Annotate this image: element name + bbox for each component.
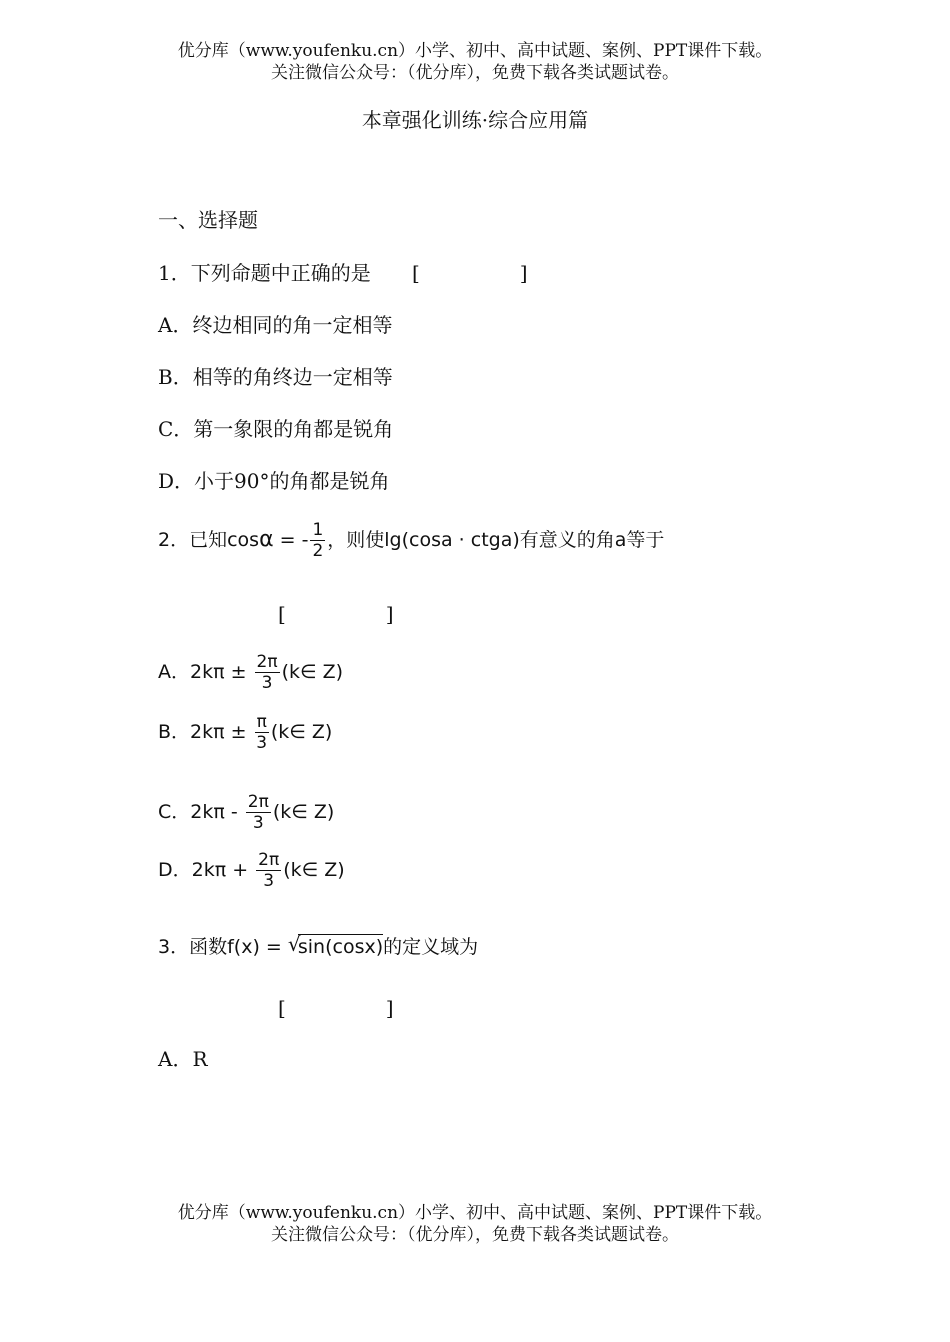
option-text: 终边相同的角一定相等 [192,313,393,337]
fraction-numerator: 1 [312,520,324,540]
fraction-denominator: 3 [252,813,264,833]
option-label: B． [158,365,193,389]
fraction [246,792,271,833]
fraction-numerator: 2π [256,652,278,672]
option-pre: 2kπ ± [190,661,253,683]
option-post: (k∈ Z) [281,661,344,683]
fraction-denominator: 3 [261,673,273,693]
q2-option-b [158,712,332,753]
fraction-numerator: 2π [258,850,280,870]
option-pre: 2kπ + [191,859,255,881]
q2-pre: 已知cos [189,529,260,551]
fraction [310,520,325,561]
alpha-symbol: α [259,527,274,552]
radical-sign: √ [287,932,301,956]
option-label: A． [158,661,190,683]
q1-option-c [158,413,393,442]
fraction [255,712,269,753]
header-line-2: 关注微信公众号：（优分库），免费下载各类试题试卷。 [271,63,679,83]
q3-stem-line [158,932,478,959]
option-label: D． [158,859,192,881]
fraction-denominator: 3 [256,733,268,753]
option-post: (k∈ Z) [283,859,345,881]
option-text: 相等的角终边一定相等 [192,365,393,389]
square-root [288,934,383,958]
fraction-denominator: 3 [263,871,275,891]
q2-number: 2． [158,529,190,551]
q3-pre: 函数f(x) = [189,936,288,958]
q3-option-a [158,1043,208,1072]
footer-line-1: 优分库（www.youfenku.cn）小学、初中、高中试题、案例、PPT课件下载。 [177,1203,773,1223]
header-line-1: 优分库（www.youfenku.cn）小学、初中、高中试题、案例、PPT课件下载。 [177,41,773,61]
q2-option-d [158,850,345,891]
option-post: (k∈ Z) [270,721,333,743]
q1-number: 1． [158,261,191,285]
q2-answer-bracket: [ ] [278,602,394,626]
option-text: 小于90°的角都是锐角 [194,469,390,493]
page-title: 本章强化训练·综合应用篇 [361,108,589,132]
q1-option-d [158,465,390,494]
fraction [256,850,281,891]
q2-post: ，则使lg(cosa · ctga)有意义的角a等于 [327,529,665,551]
option-pre: 2kπ - [190,801,244,823]
q1-stem: 下列命题中正确的是 [190,261,371,285]
q3-answer-bracket: [ ] [278,996,394,1020]
option-text: 第一象限的角都是锐角 [193,417,394,441]
option-label: A． [158,1047,193,1071]
q2-option-c [158,792,334,833]
option-label: B． [158,721,191,743]
q3-number: 3． [158,936,190,958]
fraction-denominator: 2 [312,541,324,561]
option-label: C． [158,801,191,823]
footer-line-2: 关注微信公众号：（优分库），免费下载各类试题试卷。 [271,1225,679,1245]
section-heading: 一、选择题 [158,208,258,232]
option-text: R [192,1047,208,1071]
q1-option-b [158,361,393,390]
q1-stem-line [158,257,371,286]
option-pre: 2kπ ± [190,721,253,743]
option-label: A． [158,313,193,337]
q2-eq: = - [273,529,309,551]
option-post: (k∈ Z) [272,801,335,823]
fraction-numerator: π [256,712,267,732]
q2-option-a [158,652,343,693]
fraction [255,652,280,693]
q1-option-a [158,309,392,338]
q3-post: 的定义域为 [383,936,479,958]
option-label: C． [158,417,194,441]
radicand: sin(cosx) [297,936,384,958]
option-label: D． [158,469,195,493]
q1-answer-bracket: [ ] [412,261,528,285]
q2-stem-line [158,520,664,561]
fraction-numerator: 2π [247,792,269,812]
